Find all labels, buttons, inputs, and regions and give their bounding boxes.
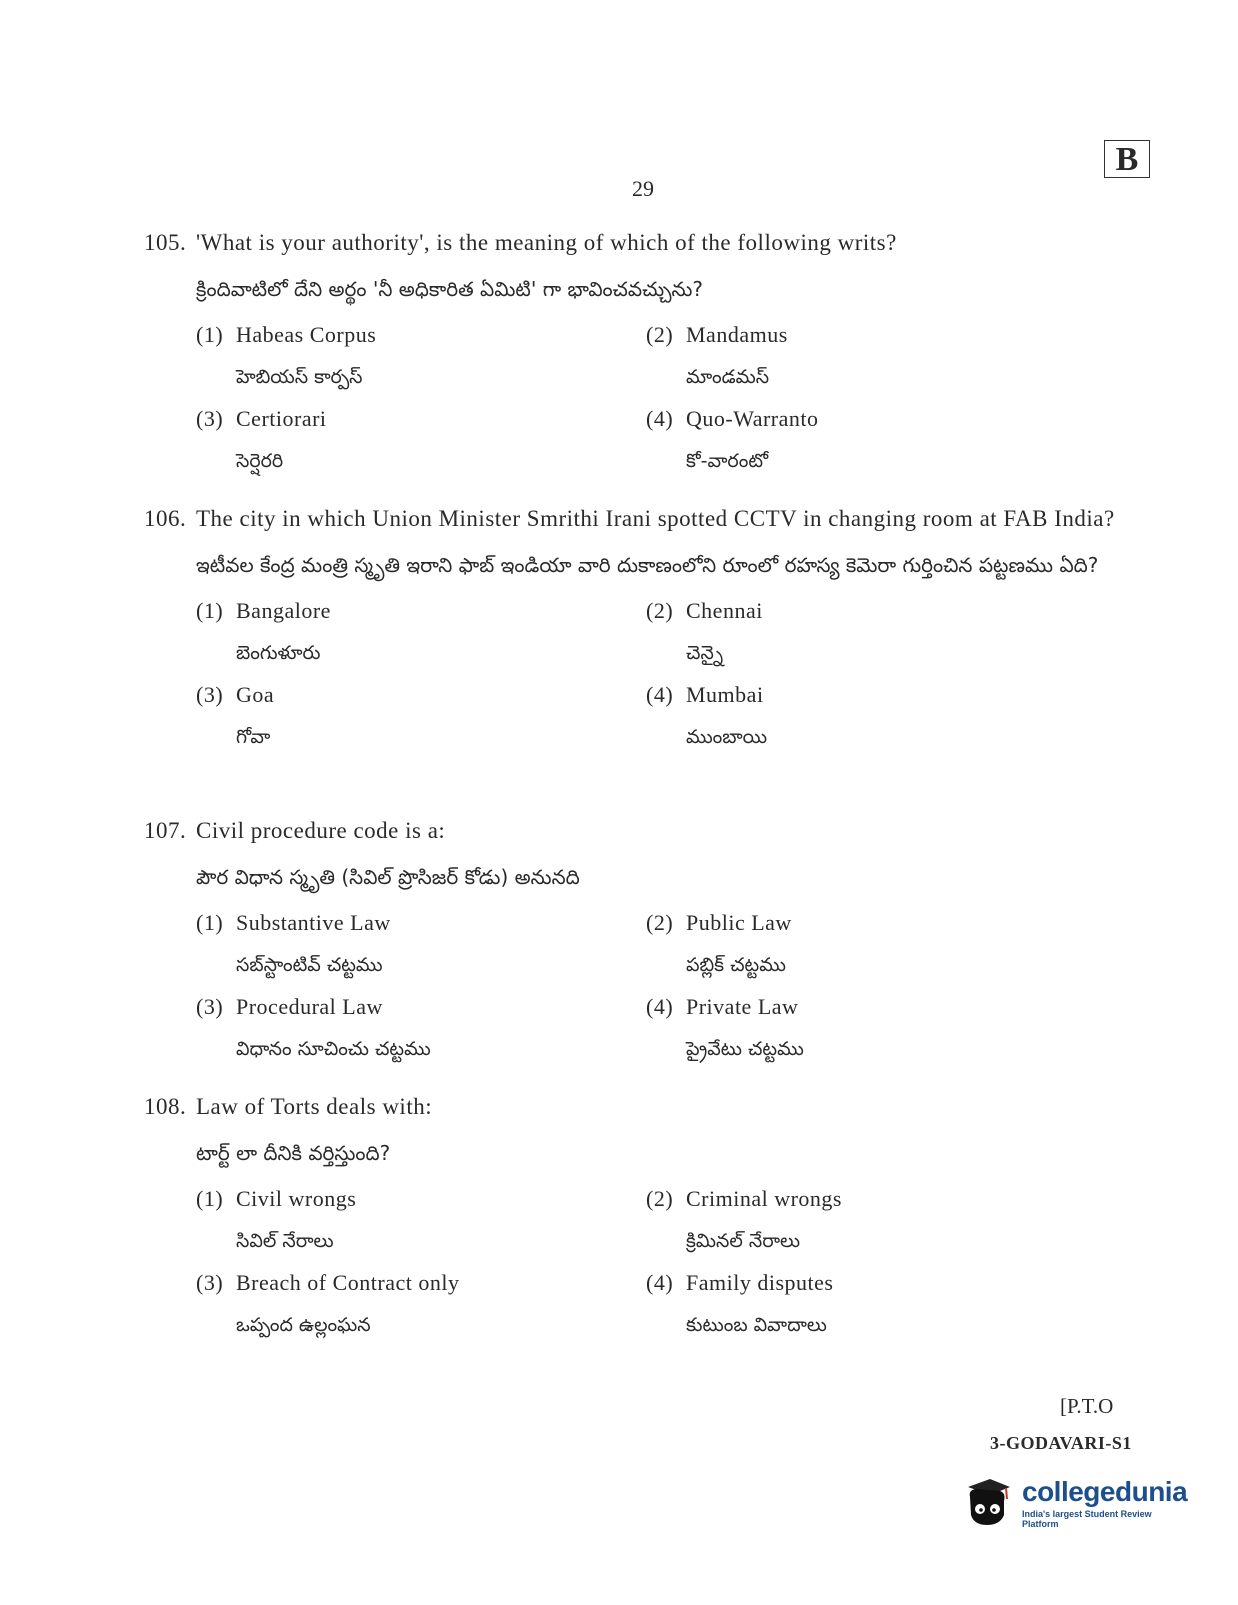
option-1: [196, 1184, 646, 1256]
option-text-en: Public Law: [686, 910, 792, 935]
option-text-te: క్రిమినల్ నేరాలు: [686, 1230, 801, 1252]
logo-tagline: India's largest Student Review Platform: [1022, 1508, 1152, 1529]
options-grid: [196, 908, 1134, 1064]
option-text-te: కో-వారంటో: [686, 450, 769, 472]
option-text-en: Quo-Warranto: [686, 406, 819, 431]
option-2: [646, 320, 1096, 392]
option-text-te: ముంబాయి: [686, 726, 768, 748]
logo-wordmark: collegedunia: [1022, 1475, 1188, 1507]
option-number: (1): [196, 1186, 224, 1211]
option-text-en: Criminal wrongs: [686, 1186, 842, 1211]
option-number: (3): [196, 1270, 224, 1295]
question-text-en: Law of Torts deals with:: [196, 1094, 433, 1119]
question-text-en: Civil procedure code is a:: [196, 818, 446, 843]
option-text-en: Mumbai: [686, 682, 764, 707]
question-number: 108.: [144, 1094, 187, 1119]
option-3: [196, 1268, 646, 1340]
pto-label: [P.T.O: [1060, 1394, 1114, 1418]
option-text-en: Family disputes: [686, 1270, 834, 1295]
option-2: [646, 596, 1096, 668]
option-text-te: పబ్లిక్ చట్టము: [686, 954, 786, 976]
option-text-te: బెంగుళూరు: [236, 642, 321, 664]
option-number: (4): [646, 406, 674, 431]
option-number: (4): [646, 994, 674, 1019]
question-text-te: క్రిందివాటిలో దేని అర్థం 'నీ అధికారిత ఏమిటి' గా భావించవచ్చును?: [196, 277, 704, 301]
question-number: 106.: [144, 506, 187, 531]
option-1: [196, 596, 646, 668]
option-1: [196, 320, 646, 392]
question-106: [144, 504, 1134, 752]
option-text-en: Certiorari: [236, 406, 327, 431]
option-text-te: చెన్నై: [686, 642, 723, 664]
options-grid: [196, 596, 1134, 752]
option-text-en: Bangalore: [236, 598, 331, 623]
option-text-te: విధానం సూచించు చట్టము: [236, 1038, 431, 1060]
question-108: [144, 1092, 1134, 1340]
option-3: [196, 992, 646, 1064]
options-grid: [196, 320, 1134, 476]
option-number: (4): [646, 1270, 674, 1295]
option-text-en: Private Law: [686, 994, 799, 1019]
option-text-te: హెబియస్ కార్పస్: [236, 366, 363, 388]
option-number: (2): [646, 910, 674, 935]
option-text-te: కుటుంబ వివాదాలు: [686, 1314, 827, 1336]
option-4: [646, 680, 1096, 752]
option-2: [646, 908, 1096, 980]
collegedunia-logo: [960, 1462, 1188, 1542]
option-number: (1): [196, 598, 224, 623]
option-text-en: Breach of Contract only: [236, 1270, 460, 1295]
option-number: (1): [196, 910, 224, 935]
option-2: [646, 1184, 1096, 1256]
option-number: (3): [196, 406, 224, 431]
page-number: 29: [632, 176, 654, 201]
option-text-te: గోవా: [236, 726, 271, 748]
option-text-en: Habeas Corpus: [236, 322, 377, 347]
option-number: (1): [196, 322, 224, 347]
option-4: [646, 404, 1096, 476]
option-number: (3): [196, 994, 224, 1019]
option-1: [196, 908, 646, 980]
option-3: [196, 680, 646, 752]
option-number: (2): [646, 1186, 674, 1211]
question-text-te: ఇటీవల కేంద్ర మంత్రి స్మృతి ఇరాని ఫాబ్ ఇండియా వారి దుకాణంలోని రూంలో రహస్య కెమెరా గుర్తించిన పట్టణము ఏది?: [196, 553, 1099, 577]
paper-code: 3-GODAVARI-S1: [990, 1433, 1132, 1453]
option-number: (2): [646, 598, 674, 623]
options-grid: [196, 1184, 1134, 1340]
question-number: 105.: [144, 230, 187, 255]
question-text-en: The city in which Union Minister Smrithi Irani spotted CCTV in changing room at FAB India?: [196, 506, 1115, 531]
option-3: [196, 404, 646, 476]
option-text-te: సివిల్ నేరాలు: [236, 1230, 334, 1252]
option-text-en: Chennai: [686, 598, 763, 623]
option-text-te: ప్రైవేటు చట్టము: [686, 1038, 804, 1060]
option-text-te: సబ్‌స్టాంటివ్ చట్టము: [236, 954, 383, 976]
question-105: [144, 228, 1134, 476]
question-number: 107.: [144, 818, 187, 843]
question-107: [144, 816, 1134, 1064]
series-badge: B: [1104, 140, 1150, 178]
question-text-te: టార్ట్ లా దీనికి వర్తిస్తుంది?: [196, 1141, 391, 1165]
option-4: [646, 1268, 1096, 1340]
option-number: (2): [646, 322, 674, 347]
option-text-en: Substantive Law: [236, 910, 391, 935]
student-mascot-icon: [960, 1475, 1014, 1529]
option-text-en: Procedural Law: [236, 994, 383, 1019]
option-text-te: సెర్షెరరి: [236, 450, 284, 472]
option-4: [646, 992, 1096, 1064]
option-text-te: ఒప్పంద ఉల్లంఘన: [236, 1314, 371, 1336]
option-text-te: మాండమస్: [686, 366, 770, 388]
option-number: (3): [196, 682, 224, 707]
option-number: (4): [646, 682, 674, 707]
question-text-en: 'What is your authority', is the meaning of which of the following writs?: [196, 230, 897, 255]
question-text-te: పౌర విధాన స్మృతి (సివిల్ ప్రొసిజర్ కోడు) అనునది: [196, 865, 580, 889]
option-text-en: Goa: [236, 682, 275, 707]
option-text-en: Civil wrongs: [236, 1186, 357, 1211]
option-text-en: Mandamus: [686, 322, 788, 347]
